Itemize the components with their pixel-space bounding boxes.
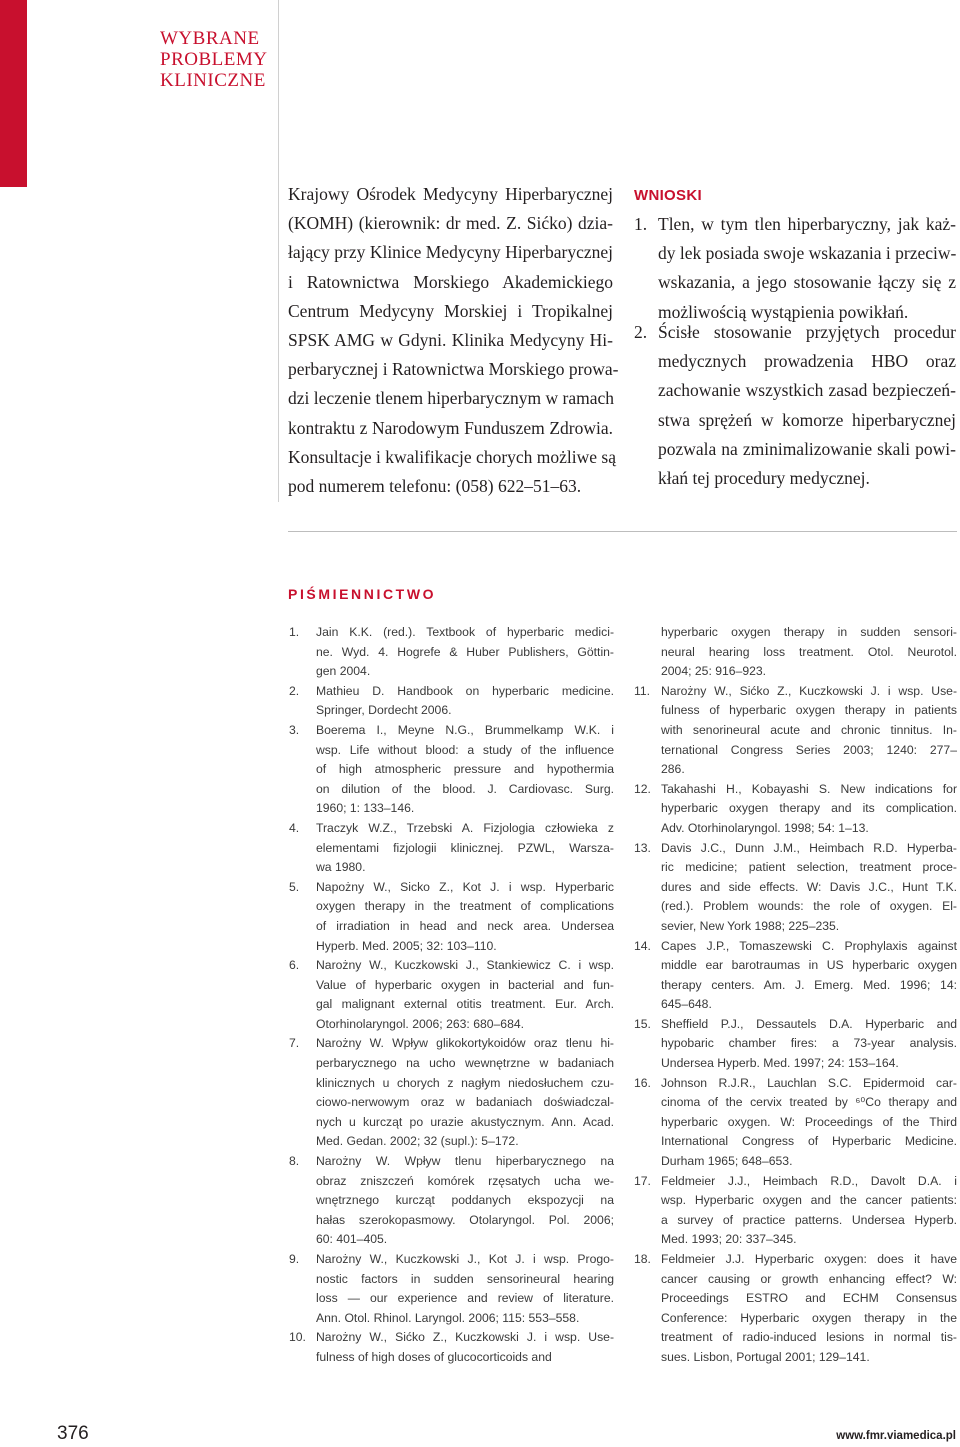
conclusion-number: 1. (634, 214, 648, 234)
text-line: cancer causing or growth enhancing effect? W: (661, 1271, 957, 1286)
text-line: ternational Congress Series 2003; 1240: 277– (661, 742, 957, 757)
reference-text (316, 878, 614, 956)
reference-number: 11. (634, 683, 651, 698)
text-line: Traczyk W.Z., Trzebski A. Fizjologia człowieka z (316, 820, 614, 835)
conclusion-item (634, 318, 956, 493)
reference-number: 13. (634, 840, 651, 855)
text-line: 2004; 25: 916–923. (661, 664, 767, 679)
reference-item (634, 1074, 957, 1172)
text-line: with senorineural acute and chronic tinnitus. In- (661, 722, 957, 737)
text-line: dzi leczenie tlenem hiperbarycznym w ramach (288, 388, 615, 409)
reference-number: 2. (289, 683, 300, 698)
section-title-line: PROBLEMY (160, 49, 268, 70)
text-line: Mathieu D. Handbook on hyperbaric medicine. (316, 683, 614, 698)
reference-item (634, 839, 957, 937)
reference-item (634, 1250, 957, 1368)
reference-item (289, 1328, 614, 1367)
text-line: Capes J.P., Tomaszewski C. Prophylaxis against (661, 938, 957, 953)
text-line: International Congress of Hyperbaric Medicine. (661, 1134, 957, 1149)
text-line: Tlen, w tym tlen hiperbaryczny, jak każ- (658, 214, 956, 234)
text-line: cinoma of the cervix treated by ⁶⁰Co therapy and (661, 1095, 957, 1110)
references-list-left (289, 623, 614, 1368)
reference-number: 14. (634, 938, 651, 953)
text-line: ciowo-nerwowym oraz w badaniach doświadczal- (316, 1095, 614, 1110)
reference-number: 8. (289, 1154, 300, 1169)
text-line: możliwością wystąpienia powikłań. (658, 301, 909, 322)
reference-text (316, 1152, 614, 1250)
reference-text (316, 1034, 614, 1152)
text-line: sevier, New York 1988; 225–235. (661, 918, 840, 933)
reference-number: 15. (634, 1016, 651, 1031)
text-line: klinicznych u chorych z nagłym niedosłuchem czu- (316, 1075, 614, 1090)
text-line: Krajowy Ośrodek Medycyny Hiperbarycznej (288, 184, 613, 204)
reference-item (289, 956, 614, 1034)
text-line: fulness of high doses of glucocorticoids and (316, 1349, 552, 1364)
text-line: hyperbaric oxygen. W: Proceedings of the Third (661, 1114, 957, 1129)
text-line: i Ratownictwa Morskiego Akademickiego (288, 271, 613, 292)
text-line: 60: 401–405. (316, 1232, 388, 1247)
reference-text (316, 1250, 614, 1328)
reference-text (316, 819, 614, 878)
reference-item (289, 682, 614, 721)
conclusion-text (658, 210, 956, 327)
text-line: of irradiation in head and neck area. Undersea (316, 918, 614, 933)
text-line: 645–648. (661, 997, 712, 1012)
reference-item (289, 623, 614, 682)
reference-number: 12. (634, 781, 651, 796)
text-line: hyperbaric oxygen therapy and its complication. (661, 801, 957, 816)
text-line: Narożny W., Kuczkowski J., Kot J. i wsp. Progo- (316, 1252, 614, 1266)
reference-number: 5. (289, 879, 300, 894)
reference-item (289, 1250, 614, 1328)
text-line: Narożny W. Wpływ tlenu hiperbarycznego na (316, 1154, 614, 1169)
text-line: Narożny W. Wpływ glikokortykoidów oraz tlenu hi- (316, 1036, 614, 1051)
text-line: perbarycznej i Ratownictwa Morskiego prowa- (288, 359, 619, 380)
text-line: Boerema I., Meyne N.G., Brummelkamp W.K. i (316, 722, 614, 737)
text-line: therapy centers. Am. J. Emerg. Med. 1996; 14: (661, 977, 957, 992)
text-line: 286. (661, 762, 685, 777)
reference-number: 17. (634, 1173, 651, 1188)
text-line: kontraktu z Narodowym Funduszem Zdrowia. (288, 417, 613, 438)
text-line: obraz zniszczeń komórek rzęsatych ucha we- (316, 1173, 614, 1188)
reference-item (289, 819, 614, 878)
text-line: kłań tej procedury medycznej. (658, 468, 870, 489)
reference-number: 1. (289, 625, 300, 639)
text-line: Med. Gedan. 2002; 32 (supl.): 5–172. (316, 1134, 519, 1149)
text-line: nych u kurcząt po urazie akustycznym. Ann. Acad. (316, 1114, 614, 1129)
reference-item (289, 721, 614, 819)
text-line: wskazania, a jego stosowanie łączy się z (658, 272, 956, 293)
text-line: Hyperb. Med. 2005; 32: 103–110. (316, 938, 497, 953)
text-line: nostic factors in sudden sensorineural hearing (316, 1271, 614, 1286)
website-link[interactable]: www.fmr.viamedica.pl (836, 1430, 956, 1442)
reference-number: 18. (634, 1252, 651, 1266)
text-line: Takahashi H., Kobayashi S. New indications for (661, 781, 957, 796)
text-line: zachowanie wszystkich zasad bezpieczeń- (658, 380, 956, 401)
text-line: wnętrznego kurcząt poddanych ekspozycji na (316, 1193, 614, 1208)
text-line: ric medicine; patient selection, treatment proce- (661, 860, 957, 875)
text-line: Feldmeier J.J. Hyperbaric oxygen: does it have (661, 1252, 957, 1266)
text-line: Otorhinolaryngol. 2006; 263: 680–684. (316, 1016, 525, 1031)
intro-paragraph (288, 180, 619, 501)
reference-text (661, 780, 957, 839)
text-line: Proceedings ESTRO and ECHM Consensus (661, 1291, 957, 1306)
reference-text (661, 1250, 957, 1368)
text-line: medycznych prowadzenia HBO oraz (658, 351, 956, 372)
text-line: Durham 1965; 648–653. (661, 1154, 793, 1169)
reference-number: 6. (289, 958, 300, 973)
references-list-right (634, 623, 957, 1368)
text-line: pozwala na zminimalizowanie skali powi- (658, 438, 956, 459)
section-title-line: WYBRANE (160, 28, 260, 49)
reference-continuation (661, 623, 957, 682)
text-line: perbarycznego na ucho wewnętrzne w badaniach (316, 1056, 614, 1071)
reference-text (661, 839, 957, 937)
text-line: middle ear barotraumas in US hyperbaric oxygen (661, 958, 957, 973)
references-heading: PIŚMIENNICTWO (288, 586, 437, 602)
text-line: SPSK AMG w Gdyni. Klinika Medycyny Hi- (288, 330, 613, 351)
text-line: treatment of radio-induced lesions in normal tis- (661, 1330, 957, 1345)
text-line: gen 2004. (316, 664, 371, 679)
section-color-bar (0, 0, 27, 187)
reference-number: 10. (289, 1330, 306, 1345)
text-line: a survey of practice patterns. Undersea Hyperb. (661, 1212, 957, 1227)
reference-text (316, 956, 614, 1034)
reference-item (634, 1015, 957, 1074)
text-line: Ann. Otol. Rhinol. Laryngol. 2006; 115: 553–558. (316, 1310, 580, 1325)
conclusions-heading: WNIOSKI (634, 187, 702, 204)
text-line: (red.). Problem wounds: the role of oxygen. El- (661, 899, 957, 914)
text-line: Ścisłe stosowanie przyjętych procedur (658, 322, 956, 342)
reference-text (661, 1015, 957, 1074)
text-line: elementami fizjologii klinicznej. PZWL, Warsza- (316, 840, 614, 855)
text-line: Sheffield P.J., Dessautels D.A. Hyperbaric and (661, 1016, 957, 1031)
reference-text (316, 623, 614, 682)
text-line: Undersea Hyperb. Med. 1997; 24: 153–164. (661, 1056, 899, 1071)
text-line: Narożny W., Kuczkowski J., Stankiewicz C. i wsp. (316, 958, 614, 973)
text-line: Nарożny W., Sicko Z., Kot J. i wsp. Hyperbaric (316, 879, 614, 894)
text-line: dures and side effects. W: Davis J.C., Hunt T.K. (661, 879, 957, 894)
reference-item (289, 878, 614, 956)
reference-text (316, 721, 614, 819)
reference-text (661, 682, 957, 780)
text-line: Feldmeier J.J., Heimbach R.D., Davolt D.A. i (661, 1173, 957, 1188)
text-line: ne. Wyd. 4. Hogrefe & Huber Publishers, Göttin- (316, 644, 614, 659)
conclusion-item (634, 210, 956, 327)
text-line: on dilution of the blood. J. Cardiovasc. Surg. (316, 781, 614, 796)
text-line: pod numerem telefonu: (058) 622–51–63. (288, 476, 582, 497)
reference-item (634, 937, 957, 1015)
text-line: Med. 1993; 20: 337–345. (661, 1232, 797, 1247)
section-title (160, 28, 280, 91)
reference-item (634, 682, 957, 780)
reference-item (634, 1172, 957, 1250)
reference-number: 9. (289, 1252, 300, 1266)
reference-text (316, 682, 614, 721)
conclusion-text (658, 318, 956, 493)
reference-item (289, 1152, 614, 1250)
text-line: gal malignant external otitis treatment. Eur. Arch. (316, 997, 614, 1012)
section-divider (288, 531, 957, 532)
page-number: 376 (57, 1423, 89, 1444)
text-line: łający przy Klinice Medycyny Hiperbarycznej (288, 242, 613, 263)
text-line: hałas szerokopasmowy. Otolaryngol. Pol. 2006; (316, 1212, 614, 1227)
text-line: loss — our experience and review of literature. (316, 1291, 614, 1306)
text-line: hypobaric chamber fires: a 73-year analysis. (661, 1036, 957, 1051)
text-line: neural hearing loss treatment. Otol. Neurotol. (661, 644, 957, 659)
reference-number: 7. (289, 1036, 300, 1051)
reference-text (661, 937, 957, 1015)
text-line: Springer, Dordecht 2006. (316, 703, 452, 718)
text-line: 1960; 1: 133–146. (316, 801, 415, 816)
text-line: stwa sprężeń w komorze hiperbarycznej (658, 409, 956, 430)
text-line: sues. Lisbon, Portugal 2001; 129–141. (661, 1349, 870, 1364)
text-line: (KOMH) (kierownik: dr med. Z. Sićko) dzia- (288, 213, 613, 234)
text-line: hyperbaric oxygen therapy in sudden sensori- (661, 625, 957, 639)
text-line: wa 1980. (316, 860, 366, 875)
text-line: wsp. Hyperbaric oxygen and the cancer patients: (661, 1193, 957, 1208)
text-line: of high atmospheric pressure and hypothermia (316, 762, 614, 777)
text-line: Centrum Medycyny Morskiej i Tropikalnej (288, 300, 613, 321)
text-line: Narożny W., Sićko Z., Kuczkowski J. i wsp. Use- (661, 683, 957, 698)
text-line: fulness of hyperbaric oxygen therapy in patients (661, 703, 957, 718)
reference-number: 4. (289, 820, 300, 835)
text-line: Conference: Hyperbaric oxygen therapy in the (661, 1310, 957, 1325)
text-line: Davis J.C., Dunn J.M., Heimbach R.D. Hyperba- (661, 840, 957, 855)
reference-item (289, 1034, 614, 1152)
text-line: wsp. Life without blood: a study of the influence (316, 742, 614, 757)
text-line: dy lek posiada swoje wskazania i przeciw- (658, 243, 957, 264)
text-line: Value of hyperbaric oxygen in bacterial and fun- (316, 977, 614, 992)
reference-number: 16. (634, 1075, 651, 1090)
section-title-line: KLINICZNE (160, 70, 266, 91)
text-line: Jain K.K. (red.). Textbook of hyperbaric medici- (316, 625, 614, 639)
text-line: Konsultacje i kwalifikacje chorych możliwe są (288, 446, 617, 467)
text-line: Johnson R.J.R., Lauchlan S.C. Epidermoid car- (661, 1075, 957, 1090)
text-line: Adv. Otorhinolaryngol. 1998; 54: 1–13. (661, 820, 869, 835)
reference-text (661, 1172, 957, 1250)
reference-number: 3. (289, 722, 300, 737)
text-line: Narożny W., Sićko Z., Kuczkowski J. i wsp. Use- (316, 1330, 614, 1345)
reference-text (316, 1328, 614, 1367)
conclusion-number: 2. (634, 322, 648, 342)
reference-text (661, 1074, 957, 1172)
text-line: oxygen therapy in the treatment of complications (316, 899, 614, 914)
reference-item (634, 780, 957, 839)
